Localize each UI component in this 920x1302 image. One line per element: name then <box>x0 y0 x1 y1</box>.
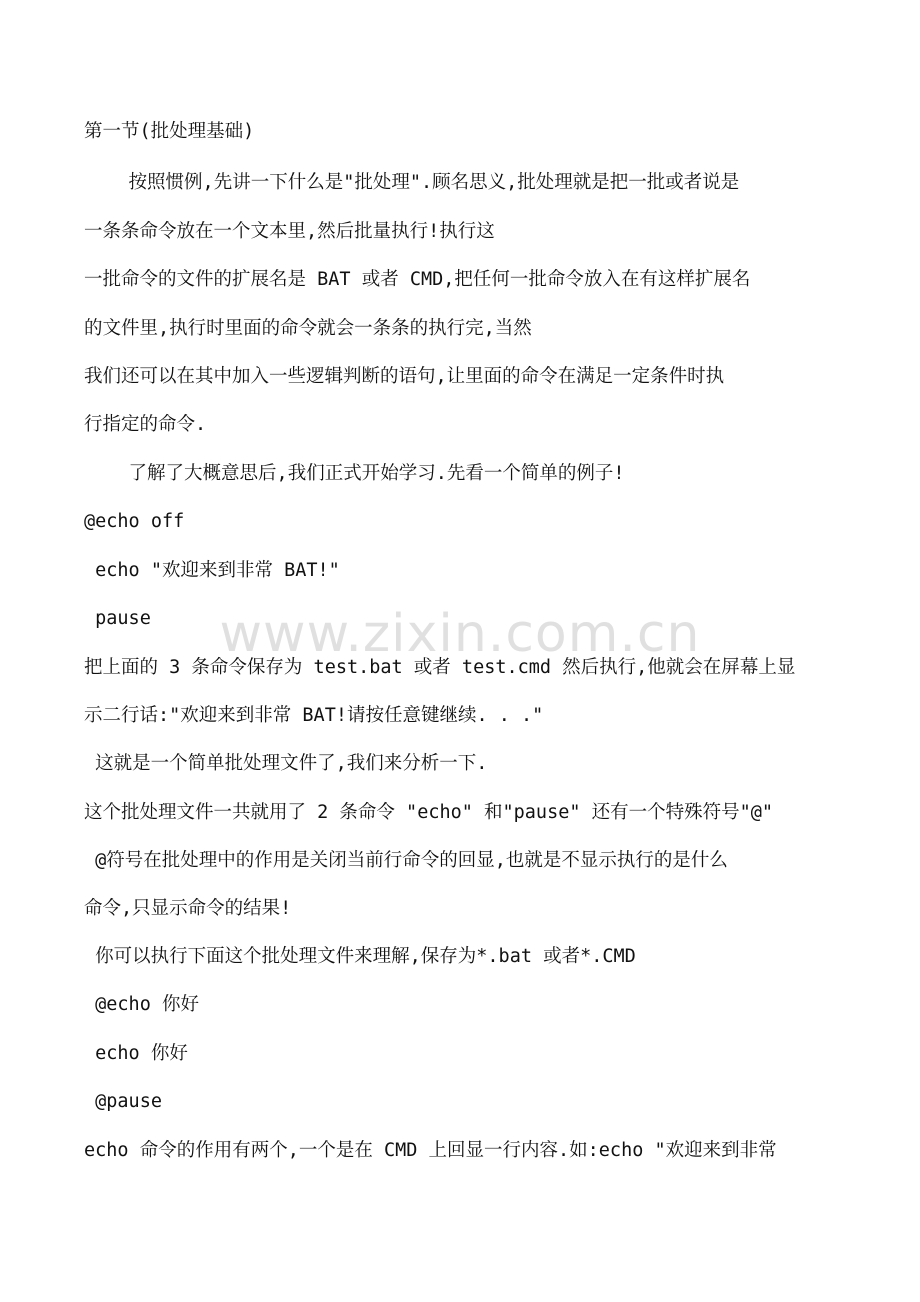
text-line: 一条条命令放在一个文本里,然后批量执行!执行这 <box>84 221 495 242</box>
watermark: www.zixin.com.cn <box>219 604 701 664</box>
text-line: 的文件里,执行时里面的命令就会一条条的执行完,当然 <box>84 318 532 339</box>
code-line: echo "欢迎来到非常 BAT!" <box>84 560 340 581</box>
text-line: 示二行话:"欢迎来到非常 BAT!请按任意键继续. . ." <box>84 705 544 726</box>
section-heading: 第一节(批处理基础) <box>84 121 255 142</box>
text-line: echo 命令的作用有两个,一个是在 CMD 上回显一行内容.如:echo "欢迎来到非常 <box>84 1140 777 1161</box>
text-line: 命令,只显示命令的结果! <box>84 898 292 919</box>
text-line: 一批命令的文件的扩展名是 BAT 或者 CMD,把任何一批命令放入在有这样扩展名 <box>84 269 751 290</box>
text-line: 我们还可以在其中加入一些逻辑判断的语句,让里面的命令在满足一定条件时执 <box>84 366 725 387</box>
code-line: @echo 你好 <box>84 994 199 1015</box>
text-line: 你可以执行下面这个批处理文件来理解,保存为*.bat 或者*.CMD <box>84 946 636 967</box>
code-line: echo 你好 <box>84 1043 188 1064</box>
text-line: 了解了大概意思后,我们正式开始学习.先看一个简单的例子! <box>84 463 625 484</box>
text-line: 这个批处理文件一共就用了 2 条命令 "echo" 和"pause" 还有一个特殊符号"@" <box>84 802 774 823</box>
code-line: pause <box>84 608 151 629</box>
text-line: 把上面的 3 条命令保存为 test.bat 或者 test.cmd 然后执行,他就会在屏幕上显 <box>84 657 796 678</box>
text-line: 按照惯例,先讲一下什么是"批处理".顾名思义,批处理就是把一批或者说是 <box>84 172 740 193</box>
text-line: 这就是一个简单批处理文件了,我们来分析一下. <box>84 753 488 774</box>
code-line: @pause <box>84 1091 162 1112</box>
code-line: @echo off <box>84 511 185 532</box>
text-line: @符号在批处理中的作用是关闭当前行命令的回显,也就是不显示执行的是什么 <box>84 850 728 871</box>
text-line: 行指定的命令. <box>84 414 207 435</box>
